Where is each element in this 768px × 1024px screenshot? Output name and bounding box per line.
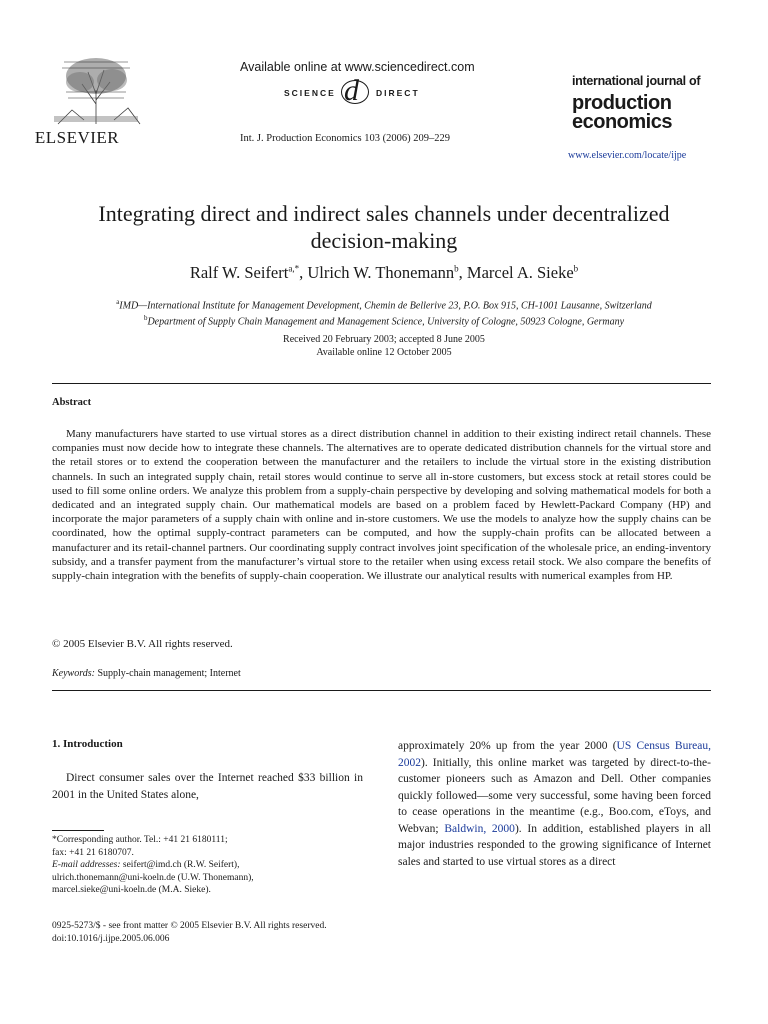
journal-name-small: international journal of	[572, 74, 701, 88]
keywords	[52, 668, 241, 679]
citation-baldwin-link[interactable]: Baldwin, 2000	[444, 822, 515, 835]
elsevier-tree-icon	[44, 54, 148, 126]
abstract-text: Many manufacturers have started to use virtual stores as a direct distribution channel in addition to their existing indirect retail channels. These companies must now decide how to integrate these channels. The alternatives are to operate dedicated distribution channels for the virtual store and the retail stores or to extend the cooperation between the manufacturer and the retailers to include the virtual store in the existing distribution channels. In such an integrated supply chain, retail stores would continue to serve all in-store customers, but excess stock at retail stores could be used to fill some online orders. We analyze this problem from a supply-chain perspective by developing and solving mathematical models for both a dedicated and an integrated supply chain. Our mathematical models are based on a problem faced by Hewlett-Packard Company (HP) and incorporate the major parameters of a supply chain with online and in-store customers. We use the models to analyze how the supply chains can be coordinated, how the optimal supply-contract parameters can be computed, and how the supply-chain profits can be allocated between a manufacturer and its retail-channel partners. Our coordinating supply contract involves joint specification of the wholesale price, an ending-inventory subsidy, and a transfer payment from the manufacturer’s virtual store to the retailer when using excess retail stock. We also compare the benefits of supply-chain integration with the benefits of supply-chain cooperation. We illustrate our analytical results with numerical examples from HP.	[52, 428, 711, 583]
affiliations	[40, 296, 728, 329]
author-sieke: Marcel A. Sieke	[466, 263, 574, 282]
sciencedirect-right-word: DIRECT	[376, 88, 420, 98]
journal-reference: Int. J. Production Economics 103 (2006) 209–229	[240, 133, 450, 144]
article-dates	[40, 333, 728, 359]
sciencedirect-logo	[240, 74, 480, 108]
author-seifert: Ralf W. Seifert	[189, 263, 289, 282]
author-sieke-sup: b	[573, 263, 579, 274]
article-title-line2: decision-making	[310, 228, 458, 253]
citation-us-census-link[interactable]: US Census Bureau, 2002	[398, 740, 711, 769]
intro-left-column	[52, 770, 363, 803]
journal-name-big	[572, 94, 672, 132]
abstract-copyright: © 2005 Elsevier B.V. All rights reserved.	[52, 638, 233, 650]
elsevier-wordmark: ELSEVIER	[34, 128, 120, 147]
intro-left-paragraph: Direct consumer sales over the Internet reached $33 billion in 2001 in the United States alone,	[52, 772, 363, 801]
affil-a-sup: a	[116, 298, 120, 306]
keywords-label: Keywords:	[52, 668, 95, 679]
intro-right-column	[398, 738, 711, 870]
article-title-line1: Integrating direct and indirect sales channels under decentralized	[98, 201, 670, 226]
journal-name-line2: economics	[572, 111, 672, 133]
abstract-heading: Abstract	[52, 397, 92, 408]
intro-right-text-1: approximately 20% up from the year 2000 (	[398, 740, 617, 752]
elsevier-logo	[22, 54, 132, 149]
footnote	[52, 834, 363, 897]
footer-issn: 0925-5273/$ - see front matter © 2005 Elsevier B.V. All rights reserved.	[52, 921, 327, 931]
received-date: Received 20 February 2003; accepted 8 June 2005	[283, 334, 485, 345]
footnote-rule	[52, 830, 104, 831]
intro-right-paragraph	[398, 738, 711, 870]
footnote-emails	[52, 859, 363, 872]
top-divider	[52, 383, 711, 384]
footnote-email-thonemann: ulrich.thonemann@uni-koeln.de (U.W. Thonemann),	[52, 872, 254, 883]
author-thonemann: Ulrich W. Thonemann	[307, 263, 455, 282]
footnote-email-label: E-mail addresses:	[52, 860, 121, 870]
intro-right-text-3: ). In addition, established players in all major industries responded to the growing significance of Internet sales and started to use virtual stores as a direct	[398, 822, 711, 868]
section-heading-introduction: 1. Introduction	[52, 738, 123, 750]
author-seifert-sup: a,*	[288, 263, 300, 274]
keywords-value: Supply-chain management; Internet	[97, 668, 241, 679]
available-date: Available online 12 October 2005	[316, 347, 452, 358]
affil-b-sup: b	[143, 314, 148, 323]
footnote-email-sieke: marcel.sieke@uni-koeln.de (M.A. Sieke).	[52, 885, 211, 895]
intro-right-text-2: ). Initially, this online market was targeted by direct-to-the-customer pioneers such as Amazon and Dell. Other companies quickly followed—some very successful, some having been forced to cease operations in the meantime (e.g., Boo.com, eToys, and Webvan;	[398, 756, 711, 835]
journal-name-line1: production	[572, 92, 672, 114]
available-online-text: Available online at www.sciencedirect.com	[240, 60, 475, 74]
footnote-fax: fax: +41 21 6180707.	[52, 847, 134, 858]
abstract-body	[52, 427, 711, 583]
footnote-tel: *Corresponding author. Tel.: +41 21 6180111;	[52, 835, 228, 845]
journal-url-link[interactable]: www.elsevier.com/locate/ijpe	[568, 150, 687, 161]
affiliation-b: Department of Supply Chain Management and Management Science, University of Cologne, 50923 Cologne, Germany	[147, 316, 625, 328]
author-list: Ralf W. Seifert$^{a,*}$, Ulrich W. Thonemann$^b$, Marcel A. Sieke$^b$	[189, 263, 579, 282]
author-thonemann-sup: b	[454, 263, 459, 274]
footnote-email-seifert: seifert@imd.ch (R.W. Seifert),	[122, 860, 240, 870]
page-footer	[52, 920, 327, 946]
article-title	[40, 200, 728, 254]
affiliation-a: IMD—International Institute for Management Development, Chemin de Bellerive 23, P.O. Box 915, CH-1001 Lausanne, Switzerland	[119, 300, 652, 312]
sciencedirect-left-word: SCIENCE	[284, 88, 336, 98]
footer-doi: doi:10.1016/j.ijpe.2005.06.006	[52, 934, 170, 944]
bottom-divider	[52, 690, 711, 691]
sciencedirect-d-icon: d	[344, 74, 359, 107]
